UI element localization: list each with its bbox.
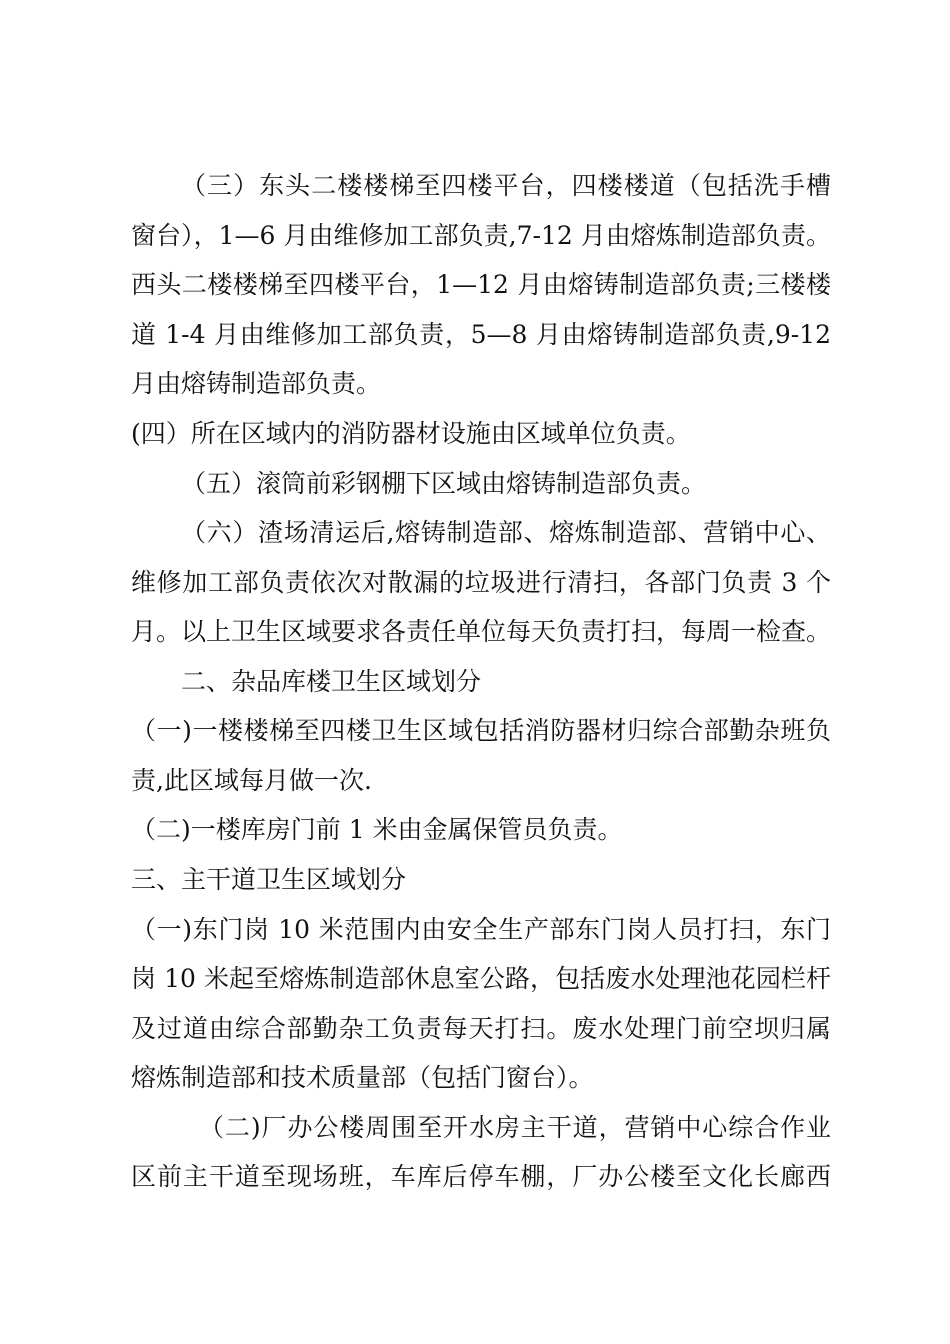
section-3-item-1-line-4: 熔炼制造部和技术质量部（包括门窗台）。 — [131, 1063, 594, 1092]
section-2-item-1-line-2: 责,此区域每月做一次. — [131, 766, 372, 795]
section-2-item-1-line-1: （一)一楼楼梯至四楼卫生区域包括消防器材归综合部勤杂班负 — [131, 716, 831, 745]
paragraph-6-line-2: 维修加工部负责依次对散漏的垃圾进行清扫，各部门负责 3 个 — [131, 568, 831, 597]
paragraph-3-line-5: 月由熔铸制造部负责。 — [131, 369, 382, 398]
paragraph-3-line-2: 窗台），1—6 月由维修加工部负责,7-12 月由熔炼制造部负责。 — [131, 221, 831, 250]
paragraph-3-line-3: 西头二楼楼梯至四楼平台，1—12 月由熔铸制造部负责;三楼楼 — [131, 270, 831, 299]
section-2-item-2: （二)一楼库房门前 1 米由金属保管员负责。 — [131, 815, 623, 844]
paragraph-5: （五）滚筒前彩钢棚下区域由熔铸制造部负责。 — [181, 469, 707, 498]
section-3-item-1-line-2: 岗 10 米起至熔炼制造部休息室公路，包括废水处理池花园栏杆 — [131, 964, 831, 993]
section-3-item-2-line-2: 区前主干道至现场班，车库后停车棚，厂办公楼至文化长廊西 — [131, 1162, 831, 1191]
section-3-item-1-line-3: 及过道由综合部勤杂工负责每天打扫。废水处理门前空坝归属 — [131, 1014, 831, 1043]
paragraph-4: (四）所在区域内的消防器材设施由区域单位负责。 — [131, 419, 691, 448]
section-3-item-1-line-1: （一)东门岗 10 米范围内由安全生产部东门岗人员打扫，东门 — [131, 915, 831, 944]
section-2-heading: 二、杂品库楼卫生区域划分 — [181, 667, 482, 696]
paragraph-3-line-1: （三）东头二楼楼梯至四楼平台，四楼楼道（包括洗手槽 — [181, 171, 831, 200]
paragraph-6-line-3: 月。以上卫生区域要求各责任单位每天负责打扫，每周一检查。 — [131, 617, 832, 646]
paragraph-6-line-1: （六）渣场清运后,熔铸制造部、熔炼制造部、营销中心、 — [181, 518, 831, 547]
section-3-item-2-line-1: （二)厂办公楼周围至开水房主干道，营销中心综合作业 — [199, 1113, 831, 1142]
section-3-heading: 三、主干道卫生区域划分 — [131, 865, 407, 894]
paragraph-3-line-4: 道 1-4 月由维修加工部负责，5—8 月由熔铸制造部负责,9-12 — [131, 320, 831, 349]
